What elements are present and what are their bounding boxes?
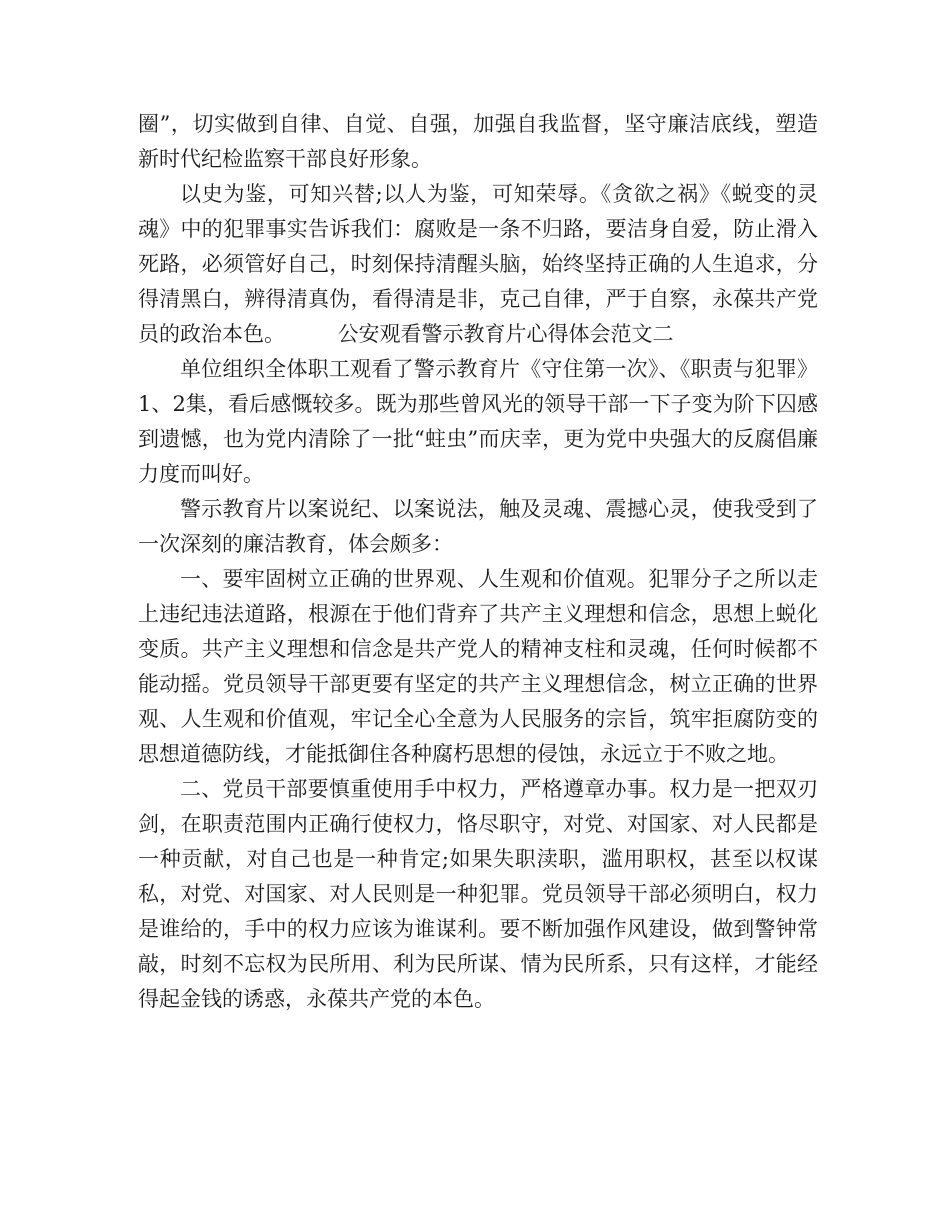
paragraph-point-one: 一、要牢固树立正确的世界观、人生观和价值观。犯罪分子之所以走上违纪违法道路，根源在于他们背弃了共产主义理想和信念，思想上蜕化变质。共产主义理想和信念是共产党人的精神支柱和灵魂，任何时候都不能动摇。党员领导干部更要有坚定的共产主义理想信念，树立正确的世界观、人生观和价值观，牢记全心全意为人民服务的宗旨，筑牢拒腐防变的思想道德防线，才能抵御住各种腐朽思想的侵蚀，永远立于不败之地。	[138, 567, 818, 766]
paragraph-warning-film: 警示教育片以案说纪、以案说法，触及灵魂、震撼心灵，使我受到了一次深刻的廉洁教育，体会颇多：	[138, 497, 818, 556]
paragraph-continuation: 圈”，切实做到自律、自觉、自强，加强自我监督，坚守廉洁底线，塑造新时代纪检监察干部良好形象。	[138, 112, 818, 171]
paragraph-unit-viewing: 单位组织全体职工观看了警示教育片《守住第一次》、《职责与犯罪》1、2集，看后感慨较多。既为那些曾风光的领导干部一下子变为阶下囚感到遗憾，也为党内清除了一批“蛀虫”而庆幸，更为党中央强大的反腐倡廉力度而叫好。	[138, 357, 818, 486]
paragraph-history-mirror: 以史为鉴，可知兴替;以人为鉴，可知荣辱。《贪欲之祸》《蜕变的灵魂》中的犯罪事实告诉我们：腐败是一条不归路，要洁身自爱，防止滑入死路，必须管好自己，时刻保持清醒头脑，始终坚持正确的人生追求，分得清黑白，辨得清真伪，看得清是非，克己自律，严于自察，永葆共产党员的政治本色。 公安观看警示教育片心得体会范文二	[138, 182, 818, 346]
paragraph-point-two: 二、党员干部要慎重使用手中权力，严格遵章办事。权力是一把双刃剑，在职责范围内正确行使权力，恪尽职守，对党、对国家、对人民都是一种贡献，对自己也是一种肯定;如果失职渎职，滥用职权，甚至以权谋私，对党、对国家、对人民则是一种犯罪。党员领导干部必须明白，权力是谁给的，手中的权力应该为谁谋利。要不断加强作风建设，做到警钟常敲，时刻不忘权为民所用、利为民所谋、情为民所系，只有这样，才能经得起金钱的诱惑，永葆共产党的本色。	[138, 777, 818, 1011]
document-body	[138, 107, 818, 1017]
